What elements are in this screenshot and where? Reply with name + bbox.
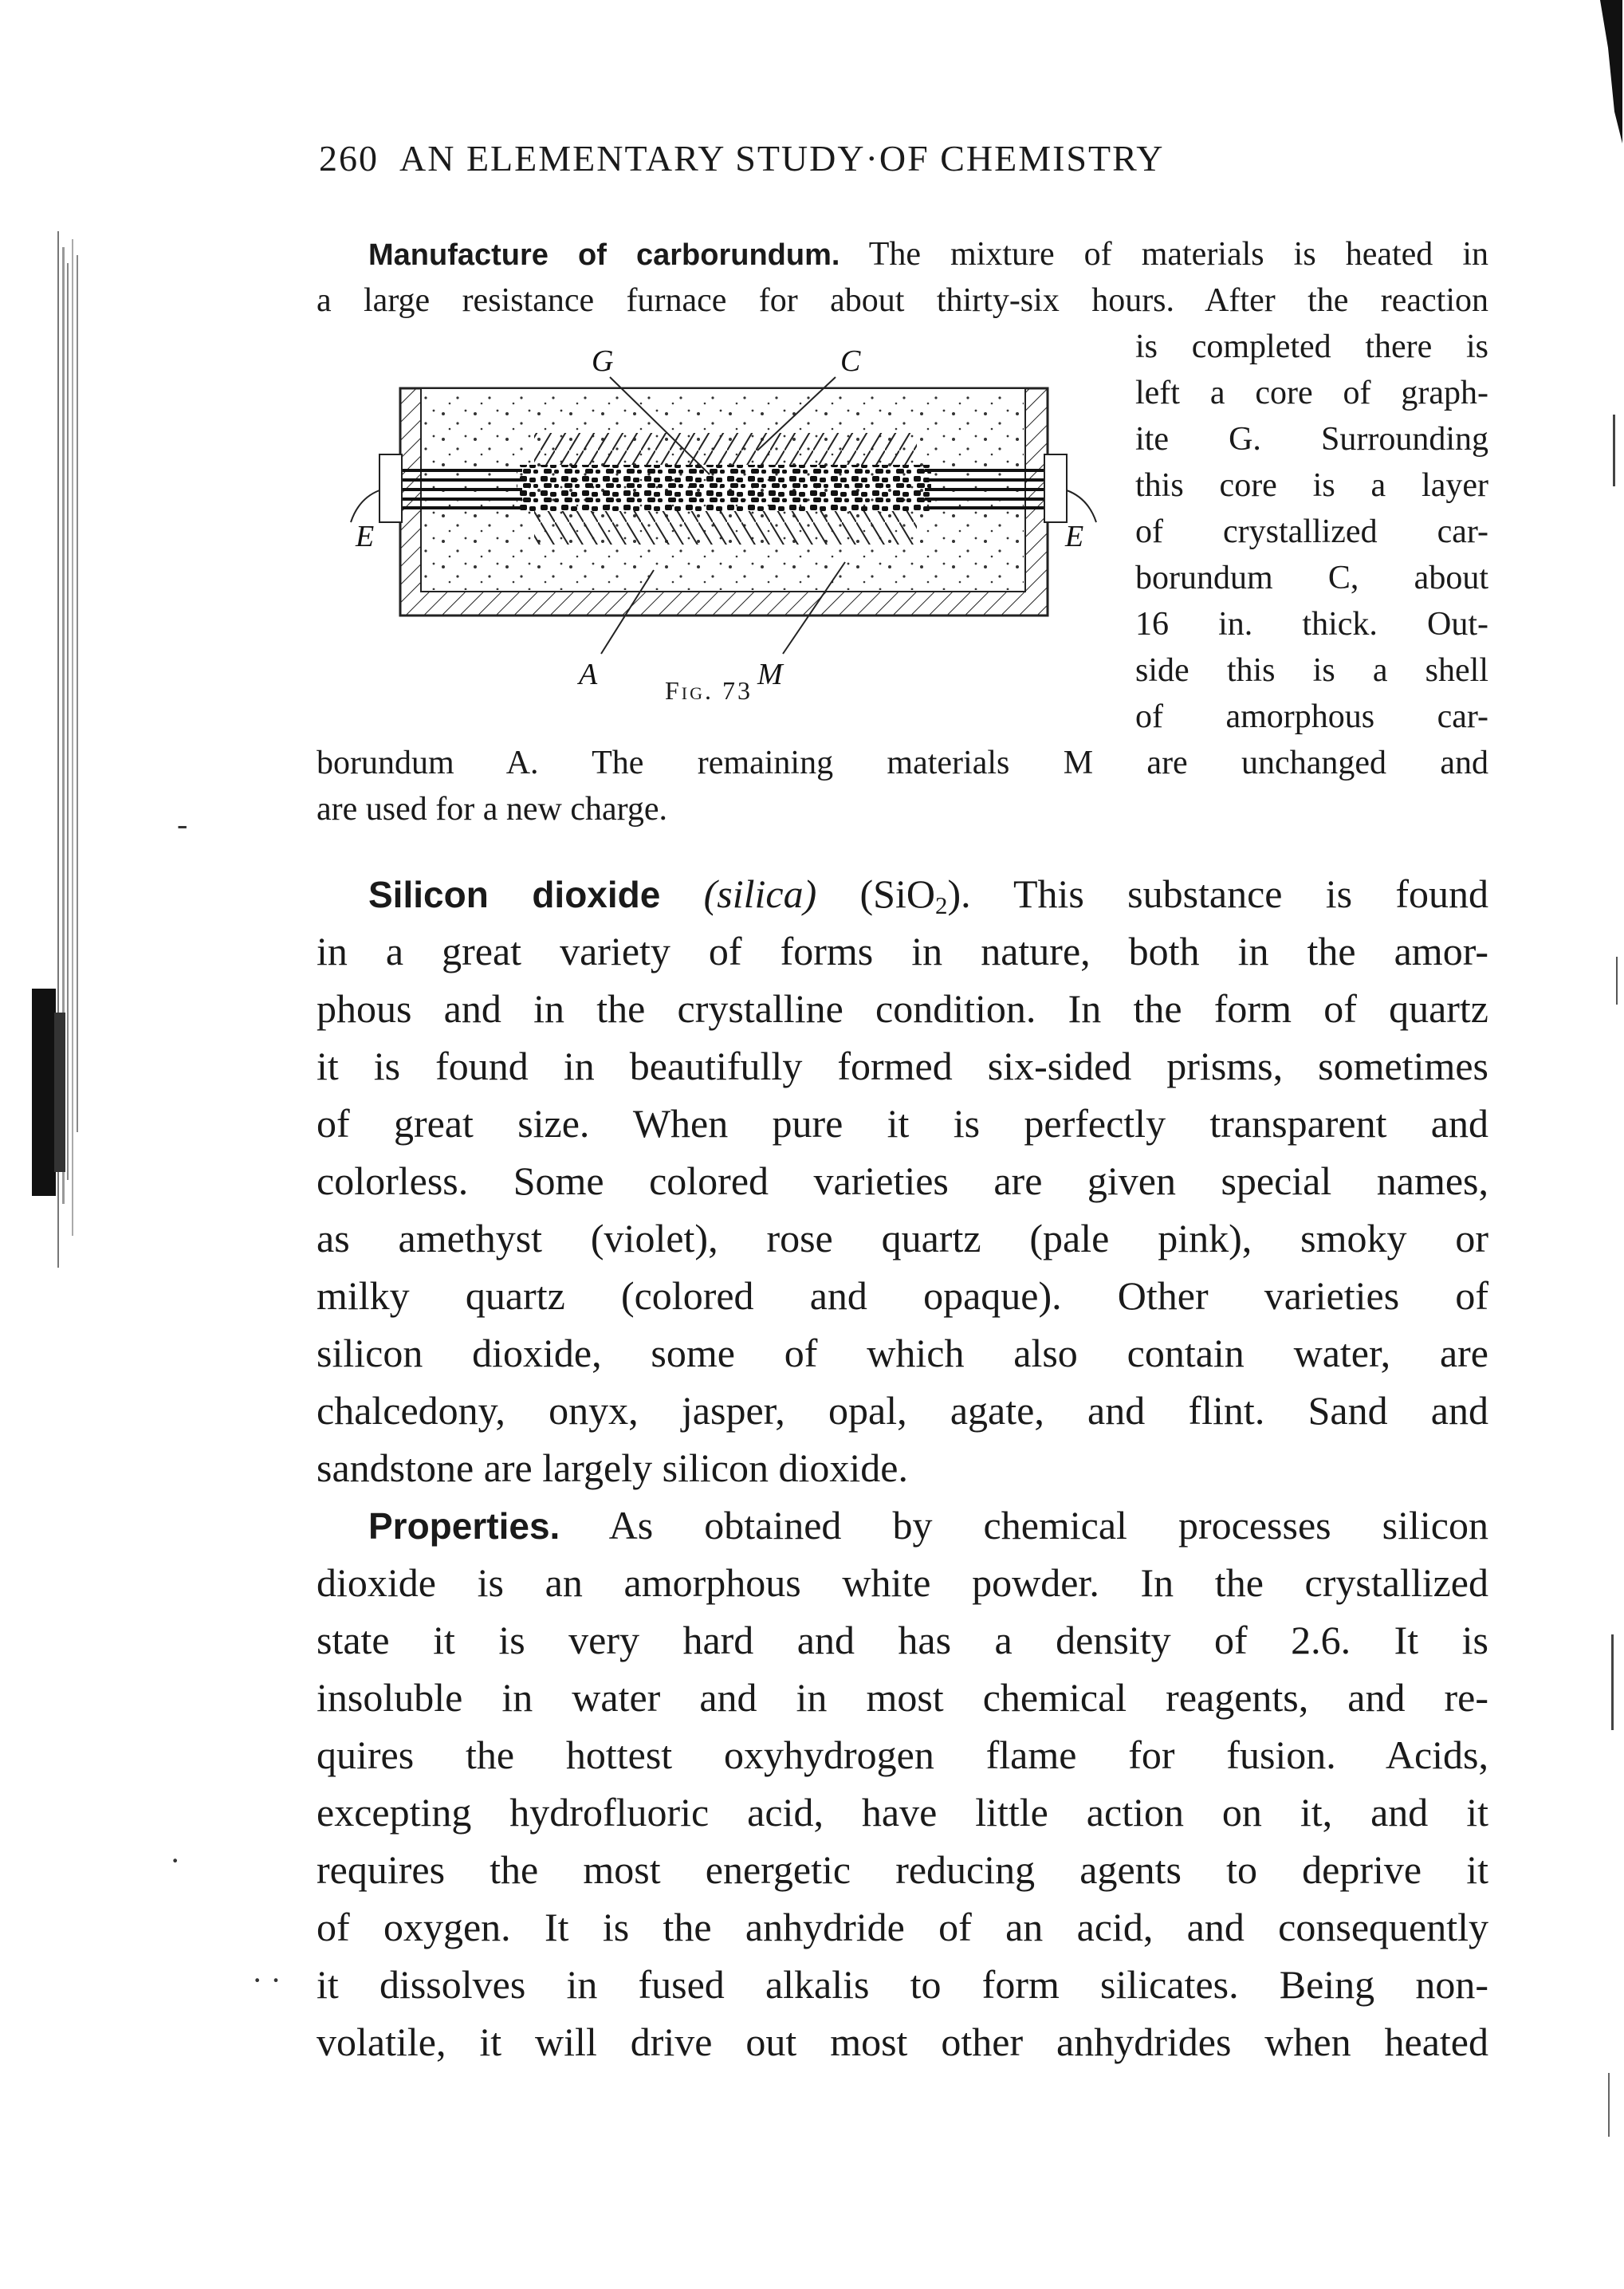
label-m: M [757,658,783,691]
text-line: 16 in. thick. Out- [1135,606,1488,643]
carborundum-paragraph [317,231,1488,324]
text-line: side this is a shell [1135,652,1488,689]
label-g: G [592,344,614,378]
page-number: 260 [319,138,379,179]
text-line: of amorphous car- [1135,698,1488,735]
stray-mark: - [177,806,188,842]
label-c: C [840,344,861,378]
text-line: it dissolves in fused alkalis to form silicates. Being non- [317,1962,1488,2007]
text-line: are used for a new charge. [317,791,667,828]
text-line: Silicon dioxide (silica) (SiO$_2$). This substance is found [368,871,1488,919]
label-e-right: E [1065,520,1084,553]
text-line: of oxygen. It is the anhydride of an acid, and consequently [317,1905,1488,1949]
section-heading: Manufacture of carborundum. [368,238,840,272]
text-line: excepting hydrofluoric acid, have little action on it, and it [317,1790,1488,1835]
stray-mark: · [170,1843,181,1878]
text-line: silicon dioxide, some of which also contain water, are [317,1331,1488,1375]
text-line: of crystallized car- [1135,513,1488,550]
scan-edge-shadow [1576,0,1624,2289]
text-line: left a core of graph- [1135,375,1488,411]
binding-spine-artifact [32,231,88,1300]
text-line: dioxide is an amorphous white powder. In the crystallized [317,1560,1488,1605]
text-line: ite G. Surrounding [1135,421,1488,458]
silicon-dioxide-paragraph [317,865,1488,1497]
text-line: of great size. When pure it is perfectly transparent and [317,1101,1488,1146]
text-line: it is found in beautifully formed six-sided prisms, sometimes [317,1044,1488,1088]
text-line: Properties. As obtained by chemical processes silicon [368,1503,1488,1548]
figure-caption: Fig. 73 [665,676,753,705]
text-line: sandstone are largely silicon dioxide. [317,1445,908,1490]
text-line: insoluble in water and in most chemical reagents, and re- [317,1675,1488,1720]
text-line: volatile, it will drive out most other anhydrides when heated [317,2020,1488,2064]
graphite-core [517,465,931,511]
text-line: chalcedony, onyx, jasper, opal, agate, and flint. Sand and [317,1388,1488,1433]
section-heading: Properties. [368,1505,560,1547]
label-e-left: E [356,520,375,553]
text-line: state it is very hard and has a density of 2.6. It is [317,1618,1488,1662]
text-line: in a great variety of forms in nature, both in the amor- [317,929,1488,973]
text-line: requires the most energetic reducing agents to deprive it [317,1847,1488,1892]
text-line: Manufacture of carborundum. The mixture of materials is heated in [368,236,1488,273]
text-line: borundum C, about [1135,560,1488,596]
text-line: as amethyst (violet), rose quartz (pale pink), smoky or [317,1216,1488,1261]
crystal-layer-lower [534,511,917,545]
crystal-layer-upper [534,433,917,465]
text-line: this core is a layer [1135,467,1488,504]
text-line: borundum A. The remaining materials M are unchanged and [317,745,1488,781]
stray-mark: · · [252,1962,281,1998]
label-a: A [579,658,598,691]
section-heading: Silicon dioxide [368,874,661,915]
text-line: milky quartz (colored and opaque). Other varieties of [317,1273,1488,1318]
properties-paragraph [317,1497,1488,2071]
furnace-diagram [311,331,1108,698]
figure-wrap-text [1135,324,1488,740]
text-line: quires the hottest oxyhydrogen flame for fusion. Acids, [317,1732,1488,1777]
text-line: a large resistance furnace for about thirty-six hours. After the reaction [317,282,1488,319]
running-title: AN ELEMENTARY STUDY·OF CHEMISTRY [399,138,1165,179]
text-line: phous and in the crystalline condition. In the form of quartz [317,986,1488,1031]
text-line: colorless. Some colored varieties are given special names, [317,1158,1488,1203]
running-header [319,137,1371,179]
text-line: is completed there is [1135,328,1488,365]
carborundum-paragraph-end [317,740,1488,832]
